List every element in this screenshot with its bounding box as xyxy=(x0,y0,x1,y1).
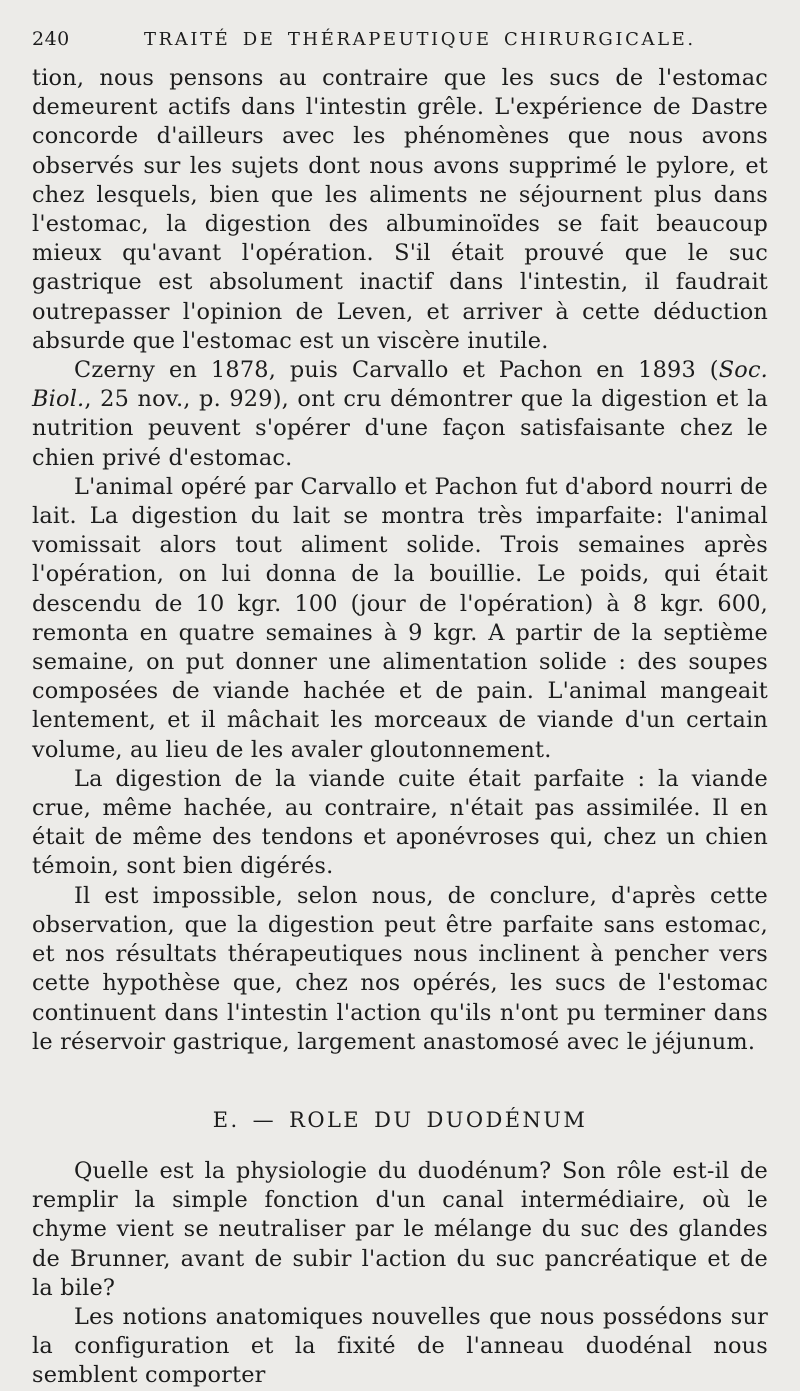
citation-journal: Soc. Biol. xyxy=(32,357,768,413)
running-title: TRAITÉ DE THÉRAPEUTIQUE CHIRURGICALE. xyxy=(144,29,696,50)
section-heading: E. — ROLE DU DUODÉNUM xyxy=(212,1107,588,1132)
paragraph-duodenum-notions: Les notions anatomiques nouvelles que nous possédons sur la configuration et la fixité de l'anneau duodénal nous semblent comporter xyxy=(32,1303,768,1389)
paragraph-czerny-end: , 25 nov., p. 929), ont cru démontrer que la digestion et la nutrition peuvent s'opérer d'une façon satisfaisante chez le chien privé d'estomac. xyxy=(32,386,768,471)
paragraph-viande: La digestion de la viande cuite était parfaite : la viande crue, même hachée, au contraire, n'était pas assimilée. Il en était de même des tendons et aponévroses qui, chez un chien témoin, sont bien digérés. xyxy=(32,765,768,880)
paragraph-conclusion: Il est impossible, selon nous, de conclure, d'après cette observation, que la digestion peut être parfaite sans estomac, et nos résultats thérapeutiques nous inclinent à pencher vers cette hypothèse que, chez nos opérés, les sucs de l'estomac continuent dans l'intestin l'action qu'ils n'ont pu terminer dans le réservoir gastrique, largement anastomosé avec le jéjunum. xyxy=(32,882,768,1055)
paragraph-czerny xyxy=(32,356,768,473)
paragraph-animal: L'animal opéré par Carvallo et Pachon fut d'abord nourri de lait. La digestion du lait se montra très imparfaite: l'animal vomissait alors tout aliment solide. Trois semaines après l'opération, on lui donna de la bouillie. Le poids, qui était descendu de 10 kgr. 100 (jour de l'opération) à 8 kgr. 600, remonta en quatre semaines à 9 kgr. A partir de la septième semaine, on put donner une alimentation solide : des soupes composées de viande hachée et de pain. L'animal mangeait lentement, et il mâchait les morceaux de viande d'un certain volume, au lieu de les avaler gloutonnement. xyxy=(32,473,768,763)
paragraph-continuation: tion, nous pensons au contraire que les sucs de l'estomac demeurent actifs dans l'intestin grêle. L'expérience de Dastre concorde d'ailleurs avec les phénomènes que nous avons observés sur les sujets dont nous avons supprimé le pylore, et chez lesquels, bien que les aliments ne séjournent plus dans l'estomac, la digestion des albuminoïdes se fait beaucoup mieux qu'avant l'opération. S'il était prouvé que le suc gastrique est absolument inactif dans l'intestin, il faudrait outrepasser l'opinion de Leven, et arriver à cette déduction absurde que l'estomac est un viscère inutile. xyxy=(32,65,768,354)
paragraph-duodenum-question: Quelle est la physiologie du duodénum? Son rôle est-il de remplir la simple fonction d'un canal intermédiaire, où le chyme vient se neutraliser par le mélange du suc des glandes de Brunner, avant de subir l'action du suc pancréatique et de la bile? xyxy=(32,1157,768,1301)
paragraph-czerny-start: Czerny en 1878, puis Carvallo et Pachon en 1893 ( xyxy=(74,357,719,384)
running-head xyxy=(32,28,768,62)
page-number: 240 xyxy=(32,28,70,50)
body-text xyxy=(32,64,768,1391)
